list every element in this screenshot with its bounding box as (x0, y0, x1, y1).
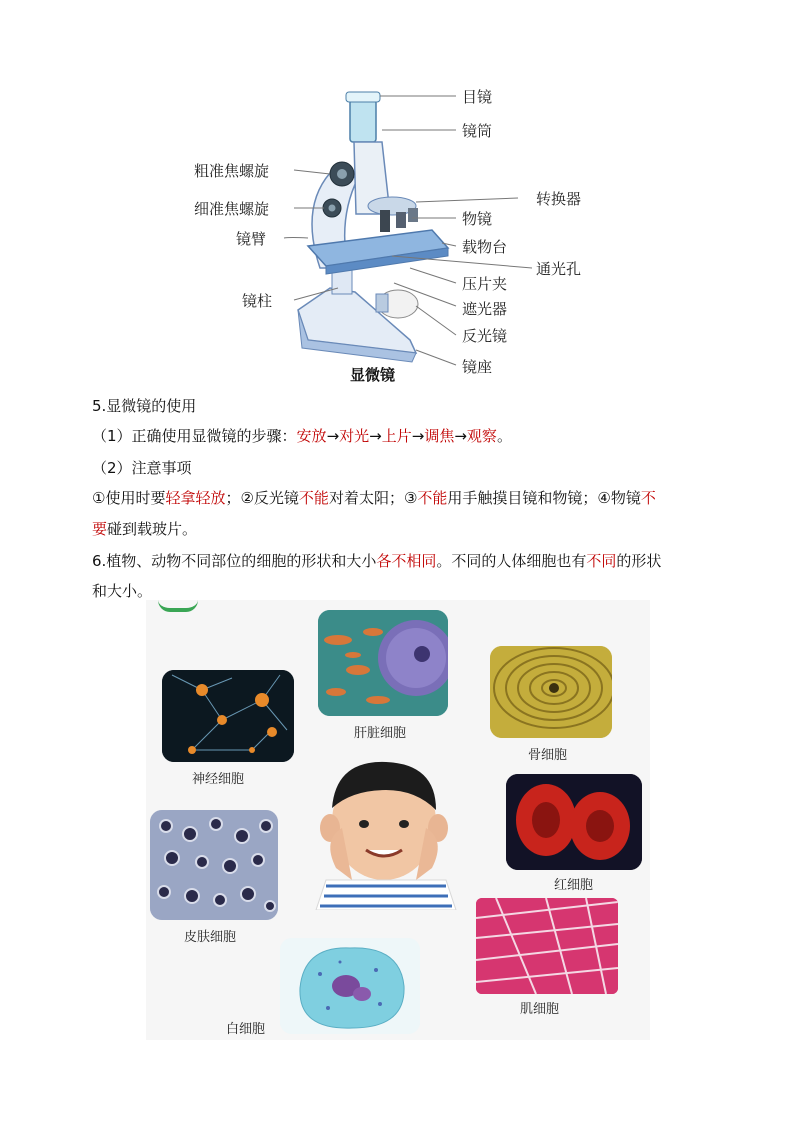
label-aperture: 通光孔 (536, 260, 582, 278)
bone-cell-caption: 骨细胞 (528, 748, 568, 763)
red-blood-cell-caption: 红细胞 (554, 878, 594, 893)
liver-cell-caption: 肝脏细胞 (354, 726, 407, 741)
red-blood-cell-image (506, 774, 642, 870)
muscle-cell-caption: 肌细胞 (520, 1002, 560, 1017)
label-mirror: 反光镜 (462, 327, 508, 345)
skin-cell-caption: 皮肤细胞 (184, 930, 237, 945)
label-base: 镜座 (462, 358, 493, 376)
cells-figure (146, 600, 650, 1040)
white-blood-cell-image (280, 938, 420, 1034)
label-converter: 转换器 (536, 190, 582, 208)
label-fine-focus: 细准焦螺旋 (194, 200, 270, 218)
white-blood-cell-caption: 白细胞 (226, 1022, 266, 1037)
liver-cell-image (318, 610, 448, 716)
nerve-cell-caption: 神经细胞 (192, 772, 245, 787)
section5-notes-line2: 要碰到载玻片。 (92, 520, 198, 538)
label-coarse-focus: 粗准焦螺旋 (194, 162, 270, 180)
microscope-figure (180, 78, 610, 388)
microscope-caption: 显微镜 (350, 366, 396, 384)
label-diaphragm: 遮光器 (462, 300, 508, 318)
section5-item1: （1）正确使用显微镜的步骤：安放→对光→上片→调焦→观察。 (92, 427, 512, 445)
section6-line1: 6.植物、动物不同部位的细胞的形状和大小各不相同。不同的人体细胞也有不同的形状 (92, 552, 662, 570)
label-clip: 压片夹 (462, 275, 508, 293)
bone-cell-image (490, 646, 612, 738)
label-objective: 物镜 (462, 210, 493, 228)
section5-notes-line1: ①使用时要轻拿轻放；②反光镜不能对着太阳；③不能用手触摸目镜和物镜；④物镜不 (92, 489, 656, 507)
section5-heading: 5.显微镜的使用 (92, 397, 197, 415)
label-stage: 载物台 (462, 238, 508, 256)
muscle-cell-image (476, 898, 618, 994)
corner-mark (158, 600, 198, 612)
skin-cell-image (150, 810, 278, 920)
label-arm: 镜臂 (236, 230, 267, 248)
section5-item2: （2）注意事项 (92, 459, 192, 477)
label-tube: 镜筒 (462, 122, 493, 140)
label-eyepiece: 目镜 (462, 88, 493, 106)
nerve-cell-image (162, 670, 294, 762)
section6-line2: 和大小。 (92, 582, 153, 600)
label-pillar: 镜柱 (242, 292, 273, 310)
child-image (296, 750, 476, 910)
